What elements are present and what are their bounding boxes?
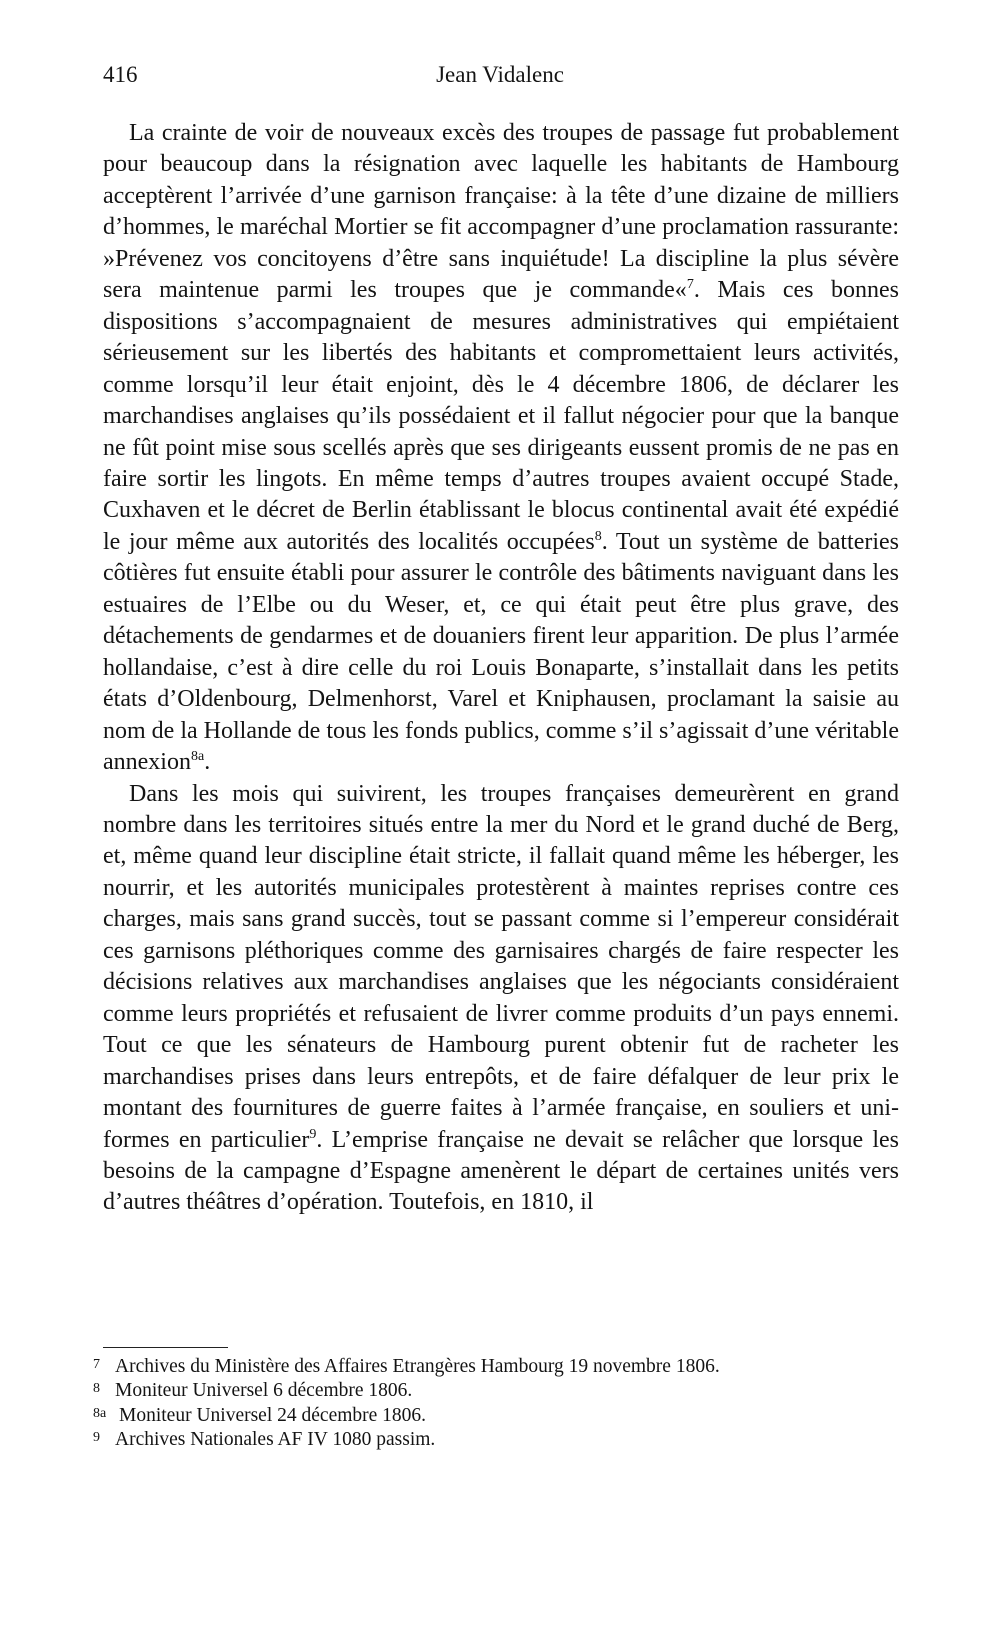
- footnote-reference: 7: [686, 277, 694, 293]
- footnote-text: Archives Nationales AF IV 1080 passim.: [115, 1428, 436, 1450]
- page-number: 416: [103, 62, 138, 87]
- footnote-text: Moniteur Universel 24 décembre 1806.: [119, 1404, 427, 1426]
- footnote-reference: 8a: [190, 749, 205, 765]
- text-run: . L’emprise française ne devait se relâcher que lorsque les besoins de la campagne d’Espagne amenèrent le départ de certaines unités vers d’autres théâtres d’opération. Toutefois, en 1810, il: [103, 1126, 899, 1216]
- footnote: 9 Archives Nationales AF IV 1080 passim.: [93, 1428, 436, 1450]
- text-run: .: [204, 749, 211, 776]
- footnote-rule: [103, 1347, 228, 1348]
- text-run: La crainte de voir de nouveaux excès des troupes de passage fut probablement pour beaucoup dans la résignation avec laquelle les habitants de Hambourg acceptèrent l’arrivée d’une garnison française: à la tête d’une dizaine de milliers d’hommes, le maréchal Mortier se fit accompagner d’une proclamation rassurante: »Prévenez vos concitoyens d’être sans inquiétude! La discipline la plus sévère sera maintenue parmi les troupes que je commande«: [103, 120, 899, 304]
- footnote: 8a Moniteur Universel 24 décembre 1806.: [93, 1404, 427, 1426]
- footnote: 8 Moniteur Universel 6 décembre 1806.: [93, 1380, 413, 1402]
- footnote-reference: 8: [594, 528, 602, 544]
- paragraph: [103, 118, 899, 779]
- running-head: Jean Vidalenc: [436, 62, 564, 87]
- footnote-text: Moniteur Universel 6 décembre 1806.: [115, 1380, 413, 1402]
- paragraph: [103, 779, 899, 1219]
- footnote-reference: 9: [309, 1126, 317, 1142]
- text-run: Dans les mois qui suivirent, les troupes françaises demeurèrent en grand nombre dans les territoires situés entre la mer du Nord et le grand duché de Berg, et, même quand leur discipline était stricte, il fallait quand même les héberger, les nourrir, et les autorités municipales protestèrent à maintes reprises contre ces charges, mais sans grand succès, tout se passant comme si l’empereur considérait ces garnisons pléthoriques comme des garnisaires chargés de faire respecter les décisions relatives aux marchandises anglaises que les négociants considéraient comme leurs propriétés et refusaient de livrer comme produits d’un pays ennemi. Tout ce que les sénateurs de Hambourg purent obtenir fut de racheter les marchandises prises dans leurs entrepôts, et de faire défalquer de leur prix le montant des fournitures de guerre faites à l’armée française, en souliers et uniformes en particulier: [103, 780, 899, 1153]
- text-run: . Tout un système de batteries côtières fut ensuite établi pour assurer le contrôle des bâtiments naviguant dans les estuaires de l’Elbe ou du Weser, et, ce qui était peut être plus grave, des détachements de gendarmes et de douaniers firent leur apparition. De plus l’armée hollandaise, c’est à dire celle du roi Louis Bonaparte, s’installait dans les petits états d’Oldenbourg, Delmenhorst, Varel et Kniphausen, proclamant la saisie au nom de la Hollande de tous les fonds publics, comme s’il s’agissait d’une véritable annexion: [103, 528, 900, 776]
- text-run: . Mais ces bonnes dispositions s’accompagnaient de mesures administratives qui empiétaient sérieusement sur les libertés des habitants et compromettaient leurs activités, comme lorsqu’il leur était enjoint, dès le 4 décembre 1806, de déclarer les marchandises anglaises qu’ils possédaient et il fallut négocier pour que la banque ne fût point mise sous scellés après que ses dirigeants eussent promis de ne pas en faire sortir les lingots. En même temps d’autres troupes avaient occupé Stade, Cuxhaven et le décret de Berlin établissant le blocus continental avait été expédié le jour même aux autorités des localités occupées: [103, 277, 900, 555]
- footnotes: [93, 1355, 913, 1452]
- body-text: [103, 118, 899, 1219]
- footnote-text: Archives du Ministère des Affaires Etrangères Hambourg 19 novembre 1806.: [115, 1356, 720, 1377]
- footnote: 7 Archives du Ministère des Affaires Etrangères Hambourg 19 novembre 1806.: [93, 1356, 720, 1377]
